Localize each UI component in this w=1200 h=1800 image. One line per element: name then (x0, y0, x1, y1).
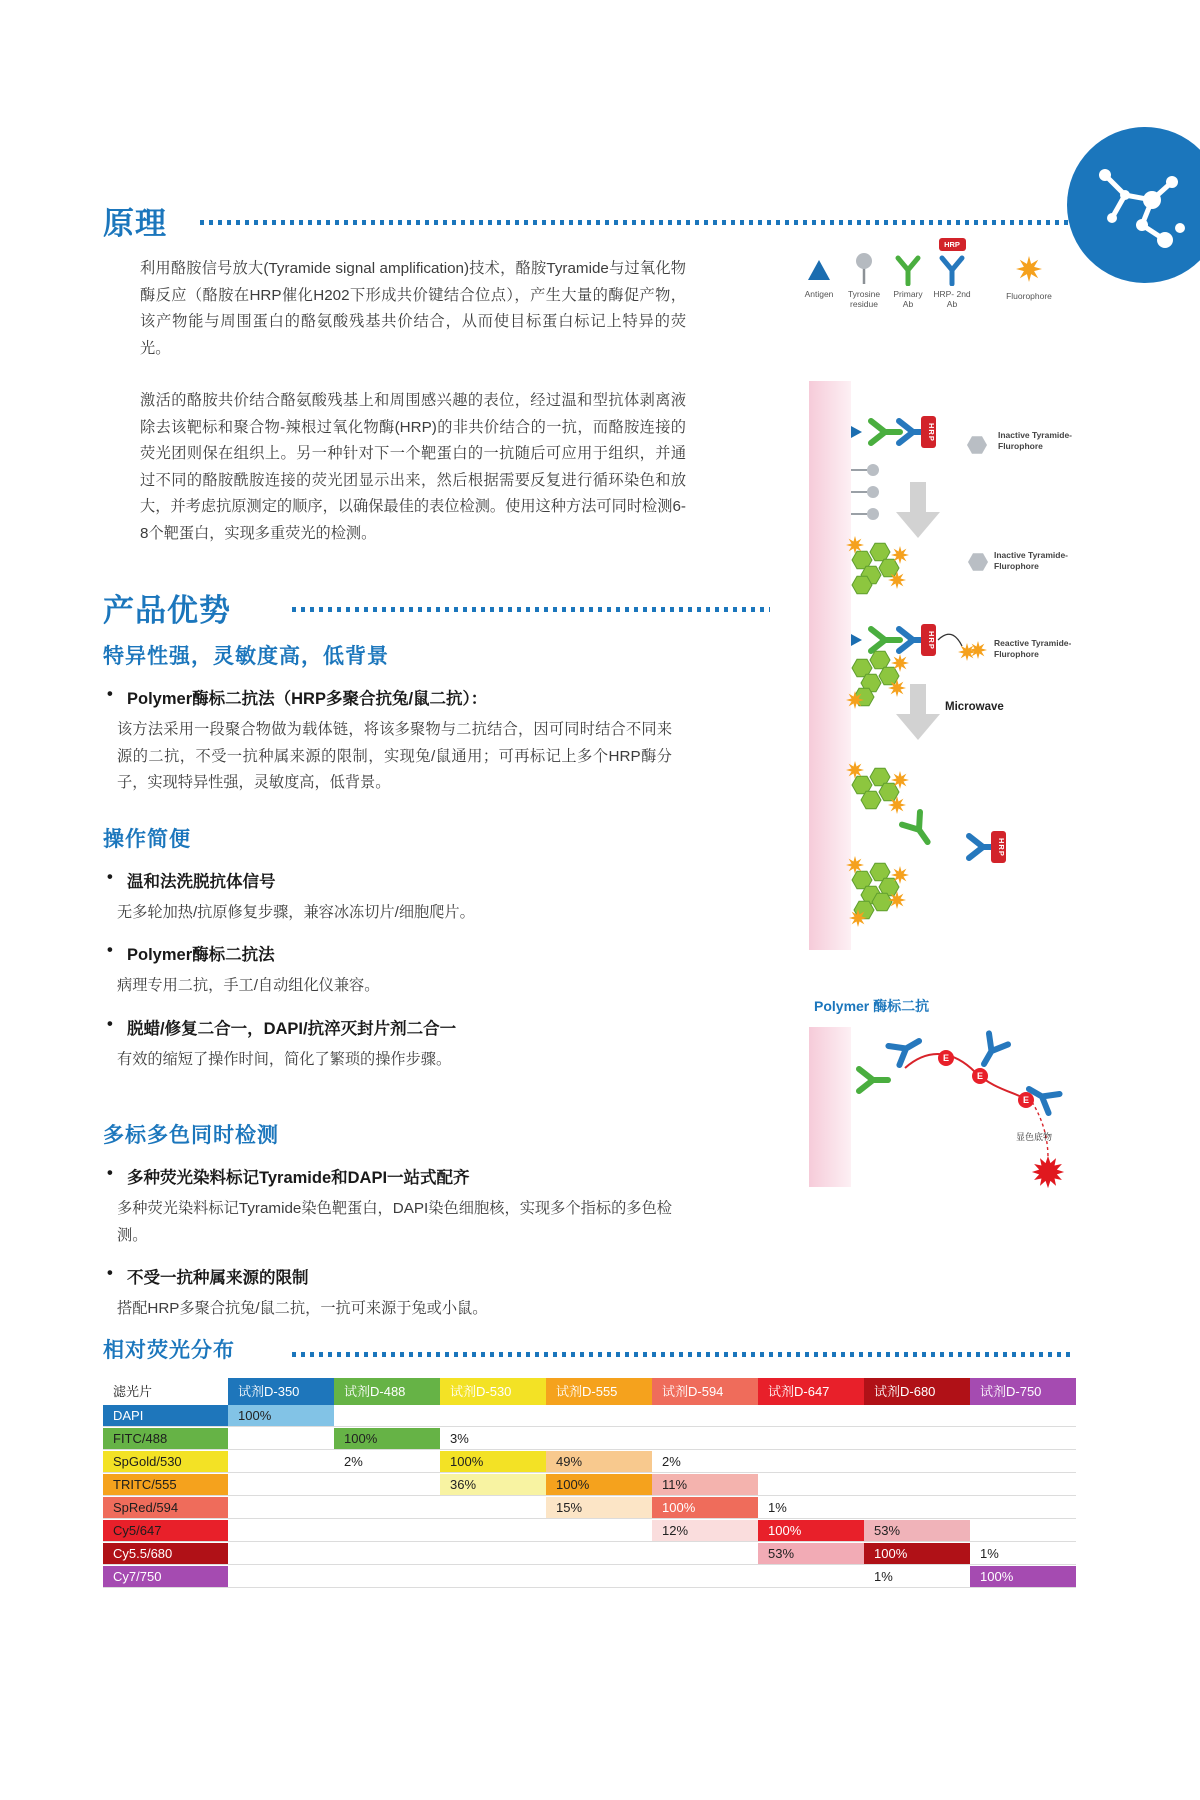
table-value-cell (228, 1451, 334, 1472)
table-value-cell (546, 1543, 652, 1564)
table-value-cell (970, 1474, 1076, 1495)
dotted-rule-advantages (292, 607, 770, 612)
table-value-cell (228, 1543, 334, 1564)
tissue-band-2 (809, 1027, 851, 1187)
table-value-cell: 11% (652, 1474, 758, 1495)
table-row-label: TRITC/555 (103, 1474, 228, 1495)
chromogen-burst-icon (1032, 1156, 1064, 1188)
advantage-item-title: • Polymer酶标二抗法 (127, 941, 691, 965)
legend-label: HRP- 2nd Ab (933, 289, 971, 310)
table-value-cell (440, 1543, 546, 1564)
tyramide-cluster (852, 543, 899, 593)
legend-item-tyrosine (842, 250, 886, 309)
inactive-tyramide-legend-icon (968, 553, 988, 570)
primary-antibody-icon (859, 1069, 888, 1091)
table-value-cell (864, 1474, 970, 1495)
table-header-row (103, 1378, 1076, 1405)
table-value-cell (440, 1497, 546, 1518)
principle-paragraph: 利用酪胺信号放大(Tyramide signal amplification)技术，酪胺Tyramide与过氧化物酶反应（酪胺在HRP催化H202下形成共价键结合位点），产生大量的酶促产物，该产物能与周围蛋白的酪氨酸残基共价结合，从而使目标蛋白标记上特异的荧光。 (140, 260, 686, 357)
advantage-item-body: 有效的缩短了操作时间，简化了繁琐的操作步骤。 (117, 1050, 452, 1068)
table-row (103, 1566, 1076, 1588)
advantage-item-body: 搭配HRP多聚合抗兔/鼠二抗，一抗可来源于兔或小鼠。 (117, 1300, 488, 1317)
table-value-cell (652, 1543, 758, 1564)
hrp-enzyme-badge: HRP (991, 831, 1006, 863)
advantage-item-body: 无多轮加热/抗原修复步骤，兼容冰冻切片/细胞爬片。 (117, 903, 475, 921)
polymer-antibody-icon (974, 1033, 1008, 1069)
table-column-header: 试剂D-488 (334, 1378, 440, 1405)
table-value-cell (440, 1520, 546, 1541)
table-value-cell: 1% (758, 1497, 864, 1518)
table-value-cell (970, 1497, 1076, 1518)
table-row (103, 1520, 1076, 1542)
table-column-header: 试剂D-594 (652, 1378, 758, 1405)
secondary-antibody-icon (934, 252, 970, 286)
table-value-cell (970, 1451, 1076, 1472)
table-value-cell: 100% (758, 1520, 864, 1541)
table-column-header: 试剂D-530 (440, 1378, 546, 1405)
table-value-cell (228, 1428, 334, 1449)
advantage-group (103, 823, 691, 1074)
table-value-cell: 3% (440, 1428, 546, 1449)
table-value-cell: 1% (970, 1543, 1076, 1564)
advantage-item-title: • 脱蜡/修复二合一，DAPI/抗淬灭封片剂二合一 (127, 1015, 691, 1039)
antigen-icon (851, 634, 862, 646)
table-value-cell: 53% (758, 1543, 864, 1564)
table-value-cell (228, 1520, 334, 1541)
table-row (103, 1543, 1076, 1565)
brand-circle (1067, 127, 1200, 283)
legend-label: Primary Ab (893, 289, 923, 310)
table-value-cell: 49% (546, 1451, 652, 1472)
tsa-workflow-diagram (790, 370, 1090, 1210)
table-value-cell (334, 1543, 440, 1564)
dotted-rule-principle (200, 220, 1074, 225)
section-title-advantages: 产品优势 (103, 593, 231, 628)
tyramide-cluster (852, 863, 899, 918)
table-value-cell: 15% (546, 1497, 652, 1518)
hrp-enzyme-badge: HRP (939, 238, 966, 251)
table-value-cell: 2% (334, 1451, 440, 1472)
table-value-cell (440, 1566, 546, 1587)
table-value-cell: 100% (228, 1405, 334, 1426)
table-value-cell (334, 1474, 440, 1495)
table-value-cell (970, 1405, 1076, 1426)
table-row-label: SpRed/594 (103, 1497, 228, 1518)
legend-item-primary-ab (888, 250, 928, 309)
table-value-cell (546, 1405, 652, 1426)
advantage-item-title: • 不受一抗种属来源的限制 (127, 1264, 691, 1288)
table-row-label: Cy5.5/680 (103, 1543, 228, 1564)
hrp-enzyme-badge: HRP (921, 624, 936, 656)
label-chromogen-substrate: 显色底物 (1016, 1132, 1053, 1142)
table-value-cell (758, 1566, 864, 1587)
primary-antibody-icon (871, 421, 900, 443)
advantage-item-body: 该方法采用一段聚合物做为载体链，将该多聚物与二抗结合，因可同时结合不同来源的二抗，不受一抗种属来源的限制，实现兔/鼠通用；可再标记上多个HRP酶分子，实现特异性强，灵敏度高，低背景。 (117, 721, 672, 791)
section-title-principle: 原理 (103, 206, 167, 241)
advantage-item-body: 多种荧光染料标记Tyramide染色靶蛋白，DAPI染色细胞核，实现多个指标的多色检测。 (117, 1200, 672, 1244)
table-value-cell (334, 1566, 440, 1587)
section-title-fluorescence: 相对荧光分布 (103, 1339, 235, 1362)
reaction-arrow (938, 634, 962, 646)
enzyme-badge: E (972, 1068, 988, 1084)
fluorescence-table (103, 1378, 1076, 1589)
table-column-header: 试剂D-647 (758, 1378, 864, 1405)
hrp-enzyme-badge: HRP (921, 416, 936, 448)
table-value-cell (758, 1451, 864, 1472)
table-value-cell: 2% (652, 1451, 758, 1472)
brand-logo (1060, 120, 1200, 290)
principle-paragraph: 激活的酪胺共价结合酪氨酸残基上和周围感兴趣的表位，经过温和型抗体剥离液除去该靶标和聚合物-辣根过氧化物酶(HRP)的非共价结合的一抗，而酪胺连接的荧光团则保在组织上。另一种针对下一个靶蛋白的一抗随后可应用于组织，并通过不同的酪胺酰胺连接的荧光团显示出来，然后根据需要反复进行循环染色和放大，并考虑抗原测定的顺序，以确保最佳的表位检测。使用这种方法可同时检测6-8个靶蛋白，实现多重荧光的检测。 (140, 392, 686, 542)
label-inactive-tyramide-1: Inactive Tyramide-Flurophore (998, 430, 1073, 451)
label-inactive-tyramide-2: Inactive Tyramide-Flurophore (994, 550, 1069, 571)
table-value-cell (758, 1474, 864, 1495)
advantage-item-title: • Polymer酶标二抗法（HRP多聚合抗兔/鼠二抗）： (127, 685, 691, 709)
advantage-item-title: • 温和法洗脱抗体信号 (127, 868, 691, 892)
table-row-label: SpGold/530 (103, 1451, 228, 1472)
advantage-group (103, 640, 691, 797)
label-microwave: Microwave (945, 701, 1004, 713)
advantage-group-heading: 操作简便 (103, 827, 191, 851)
table-row (103, 1474, 1076, 1496)
table-value-cell (546, 1520, 652, 1541)
advantage-group-heading: 多标多色同时检测 (103, 1124, 279, 1147)
principle-paragraphs (140, 256, 686, 547)
tyrosine-residue-icon (846, 250, 882, 286)
table-value-cell (334, 1497, 440, 1518)
table-row-label: Cy5/647 (103, 1520, 228, 1541)
table-value-cell (228, 1566, 334, 1587)
enzyme-badge: E (1018, 1092, 1034, 1108)
label-reactive-tyramide: Reactive Tyramide-Flurophore (994, 638, 1072, 659)
advantage-group (103, 1119, 691, 1323)
table-value-cell (864, 1428, 970, 1449)
step-arrow-icon (896, 684, 940, 740)
table-value-cell: 36% (440, 1474, 546, 1495)
primary-antibody-icon (890, 250, 926, 286)
table-row (103, 1451, 1076, 1473)
table-body (103, 1405, 1076, 1588)
advantage-item-title: • 多种荧光染料标记Tyramide和DAPI一站式配齐 (127, 1164, 691, 1188)
legend-label: Antigen (804, 289, 834, 299)
table-value-cell: 100% (970, 1566, 1076, 1587)
enzyme-badge: E (938, 1050, 954, 1066)
polymer-chain (905, 1054, 1032, 1102)
step-arrow-icon (896, 482, 940, 538)
table-row-label: Cy7/750 (103, 1566, 228, 1587)
table-value-cell (652, 1566, 758, 1587)
table-row (103, 1497, 1076, 1519)
table-value-cell (864, 1497, 970, 1518)
advantage-item-body: 病理专用二抗，手工/自动组化仪兼容。 (117, 977, 380, 994)
antigen-icon (851, 426, 862, 438)
table-column-header: 试剂D-750 (970, 1378, 1076, 1405)
table-corner-cell: 滤光片 (103, 1378, 228, 1405)
table-value-cell (652, 1428, 758, 1449)
inactive-tyramide-icon (967, 436, 987, 453)
table-value-cell (228, 1497, 334, 1518)
legend-label: Fluorophore (1006, 291, 1052, 301)
table-value-cell (864, 1405, 970, 1426)
label-polymer-secondary: Polymer 酶标二抗 (814, 998, 930, 1014)
reactive-tyramide-legend-icon (969, 641, 987, 659)
table-value-cell (228, 1474, 334, 1495)
table-value-cell (970, 1520, 1076, 1541)
table-value-cell (970, 1428, 1076, 1449)
table-value-cell: 1% (864, 1566, 970, 1587)
advantage-group-heading: 特异性强，灵敏度高，低背景 (103, 645, 389, 668)
legend-label: Tyrosine residue (847, 289, 881, 310)
table-row-label: DAPI (103, 1405, 228, 1426)
table-row-label: FITC/488 (103, 1428, 228, 1449)
table-value-cell: 100% (546, 1474, 652, 1495)
table-value-cell (546, 1428, 652, 1449)
table-value-cell: 53% (864, 1520, 970, 1541)
table-value-cell (334, 1520, 440, 1541)
table-value-cell: 100% (652, 1497, 758, 1518)
legend-item-hrp-secondary (932, 238, 972, 309)
table-value-cell: 100% (440, 1451, 546, 1472)
advantage-groups (103, 640, 691, 1327)
fluorophore-icon (1010, 250, 1048, 288)
table-row (103, 1405, 1076, 1427)
table-value-cell (546, 1566, 652, 1587)
table-value-cell (864, 1451, 970, 1472)
table-value-cell (758, 1405, 864, 1426)
table-value-cell: 100% (334, 1428, 440, 1449)
table-column-header: 试剂D-555 (546, 1378, 652, 1405)
legend-item-antigen (800, 250, 838, 299)
primary-antibody-icon (871, 629, 900, 651)
table-value-cell (758, 1428, 864, 1449)
tyrosine-residue-icon (851, 508, 879, 520)
table-value-cell: 100% (864, 1543, 970, 1564)
table-value-cell (652, 1405, 758, 1426)
antigen-icon (801, 250, 837, 286)
table-value-cell: 12% (652, 1520, 758, 1541)
table-row (103, 1428, 1076, 1450)
tyrosine-residue-icon (851, 486, 879, 498)
table-column-header: 试剂D-680 (864, 1378, 970, 1405)
tyrosine-residue-icon (851, 464, 879, 476)
table-value-cell (334, 1405, 440, 1426)
table-column-header: 试剂D-350 (228, 1378, 334, 1405)
tissue-band-1 (809, 381, 851, 950)
table-value-cell (440, 1405, 546, 1426)
polymer-antibody-icon (888, 1031, 924, 1065)
dotted-rule-fluorescence (292, 1352, 1074, 1357)
legend-item-fluorophore (1000, 250, 1058, 301)
primary-antibody-icon (902, 812, 937, 848)
